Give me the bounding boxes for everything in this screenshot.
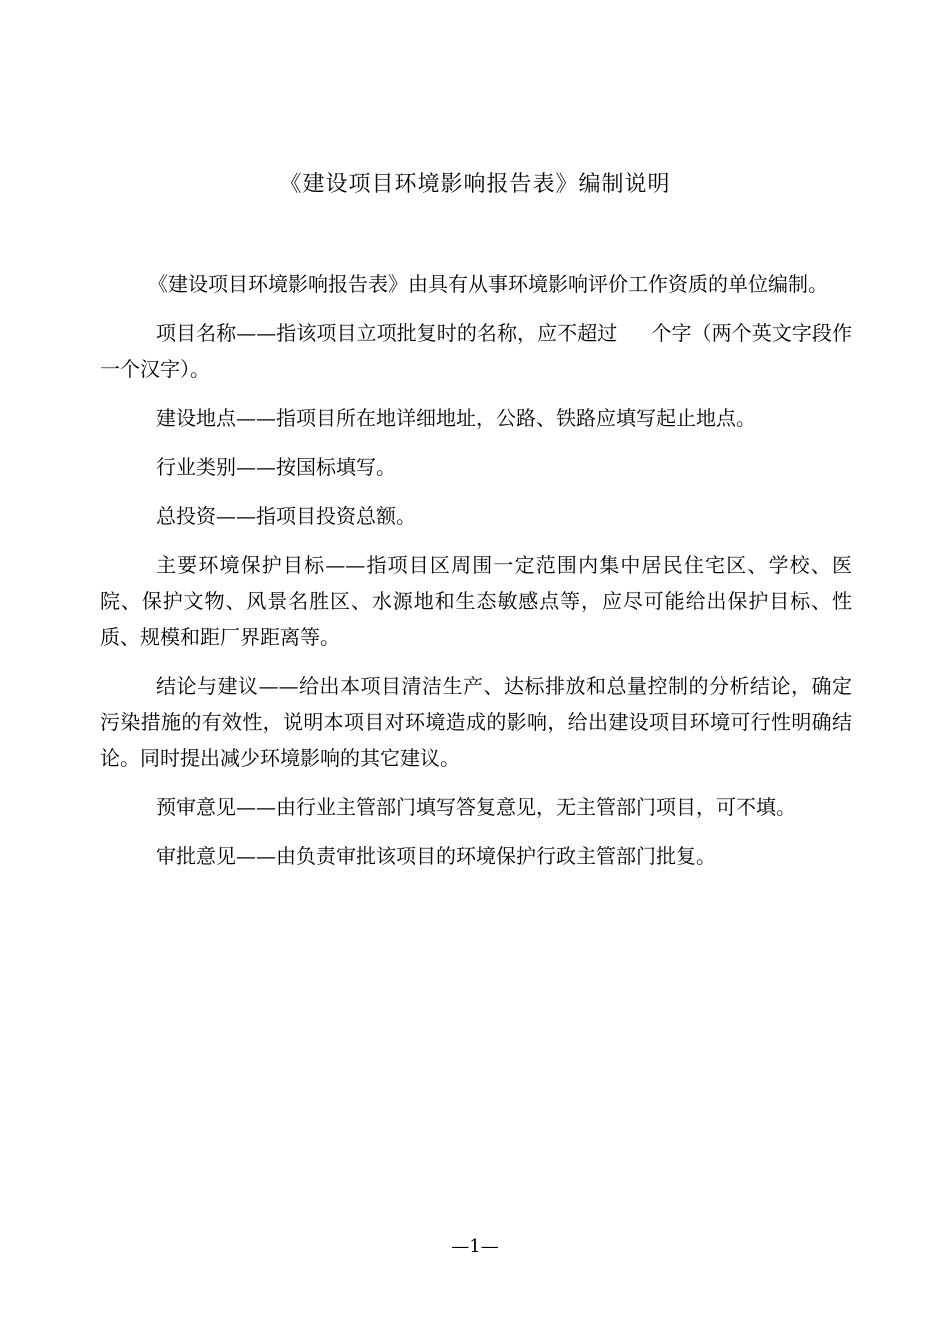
item-project-name-part-a: 项目名称——指该项目立项批复时的名称，应不超过 <box>156 321 618 345</box>
item-protection-targets: 主要环境保护目标——指项目区周围一定范围内集中居民住宅区、学校、医院、保护文物、风景名胜区、水源地和生态敏感点等，应尽可能给出保护目标、性质、规模和距厂界距离等。 <box>100 553 852 649</box>
item-construction-location: 建设地点——指项目所在地详细地址，公路、铁路应填写起止地点。 <box>156 406 756 430</box>
page-number: —1— <box>451 1236 499 1257</box>
item-approval-opinion: 审批意见——由负责审批该项目的环境保护行政主管部门批复。 <box>156 844 716 868</box>
item-project-name <box>100 315 852 387</box>
document-title: 《建设项目环境影响报告表》编制说明 <box>279 172 671 197</box>
item-conclusions-suggestions: 结论与建议——给出本项目清洁生产、达标排放和总量控制的分析结论，确定污染措施的有效性，说明本项目对环境造成的影响，给出建设项目环境可行性明确结论。同时提出减少环境影响的其它建议。 <box>100 674 852 770</box>
item-industry-category: 行业类别——按国标填写。 <box>156 455 396 479</box>
item-project-name-part-b: 个字（两个英文字段作一个汉字）。 <box>100 321 852 381</box>
intro-paragraph: 《建设项目环境影响报告表》由具有从事环境影响评价工作资质的单位编制。 <box>148 272 828 296</box>
document-body <box>100 266 852 887</box>
item-preliminary-review: 预审意见——由行业主管部门填写答复意见，无主管部门项目，可不填。 <box>156 795 796 819</box>
item-total-investment: 总投资——指项目投资总额。 <box>156 504 416 528</box>
